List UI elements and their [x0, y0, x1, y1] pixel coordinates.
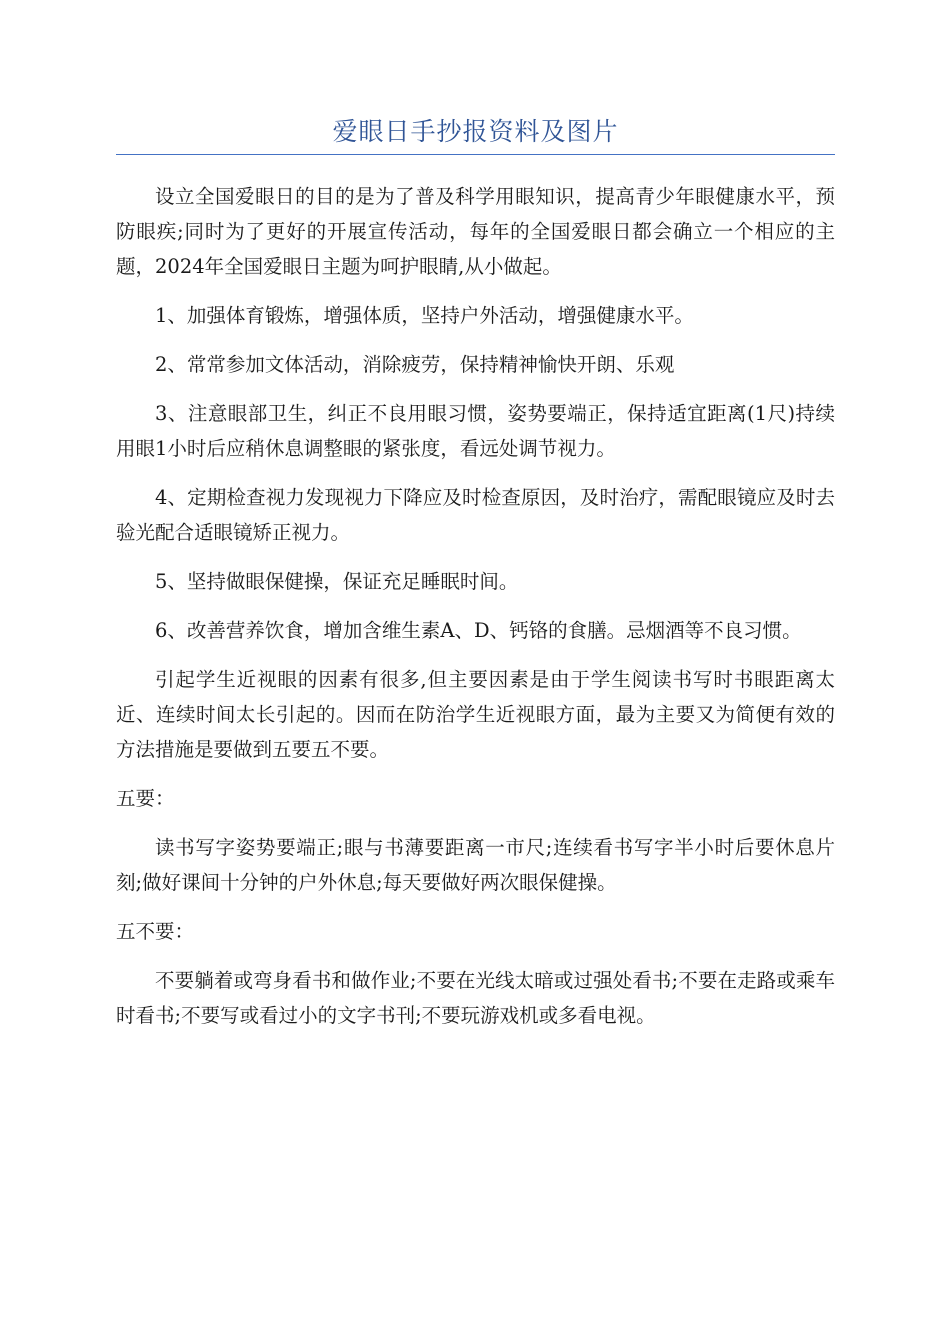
tip-1-paragraph: 1、加强体育锻炼，增强体质，坚持户外活动，增强健康水平。: [155, 304, 694, 327]
title-underline: [116, 154, 835, 155]
tip-4-paragraph: 4、定期检查视力发现视力下降应及时检查原因，及时治疗，需配眼镜应及时去验光配合适眼镜矫正视力。: [116, 486, 835, 544]
five-donts-paragraph: 不要躺着或弯身看书和做作业;不要在光线太暗或过强处看书;不要在走路或乘车时看书;不要写或看过小的文字书刊;不要玩游戏机或多看电视。: [116, 969, 835, 1027]
intro-paragraph: 设立全国爱眼日的目的是为了普及科学用眼知识，提高青少年眼健康水平，预防眼疾;同时为了更好的开展宣传活动，每年的全国爱眼日都会确立一个相应的主题，2024年全国爱眼日主题为呵护眼睛,从小做起。: [116, 185, 835, 278]
five-donts-heading: 五不要：: [116, 920, 195, 943]
five-dos-heading: 五要：: [116, 787, 175, 810]
tip-3-paragraph: 3、注意眼部卫生，纠正不良用眼习惯，姿势要端正，保持适宜距离(1尺)持续用眼1小时后应稍休息调整眼的紧张度，看远处调节视力。: [116, 402, 835, 460]
document-title: 爱眼日手抄报资料及图片: [332, 117, 619, 146]
tip-2-paragraph: 2、常常参加文体活动，消除疲劳，保持精神愉快开朗、乐观: [155, 353, 675, 376]
tip-5-paragraph: 5、坚持做眼保健操，保证充足睡眠时间。: [155, 570, 519, 593]
tip-6-paragraph: 6、改善营养饮食，增加含维生素A、D、钙铬的食膳。忌烟酒等不良习惯。: [155, 619, 802, 642]
causes-paragraph: 引起学生近视眼的因素有很多,但主要因素是由于学生阅读书写时书眼距离太近、连续时间太长引起的。因而在防治学生近视眼方面，最为主要又为简便有效的方法措施是要做到五要五不要。: [116, 668, 835, 761]
five-dos-paragraph: 读书写字姿势要端正;眼与书薄要距离一市尺;连续看书写字半小时后要休息片刻;做好课间十分钟的户外休息;每天要做好两次眼保健操。: [116, 836, 835, 894]
document-page: [116, 112, 835, 1047]
